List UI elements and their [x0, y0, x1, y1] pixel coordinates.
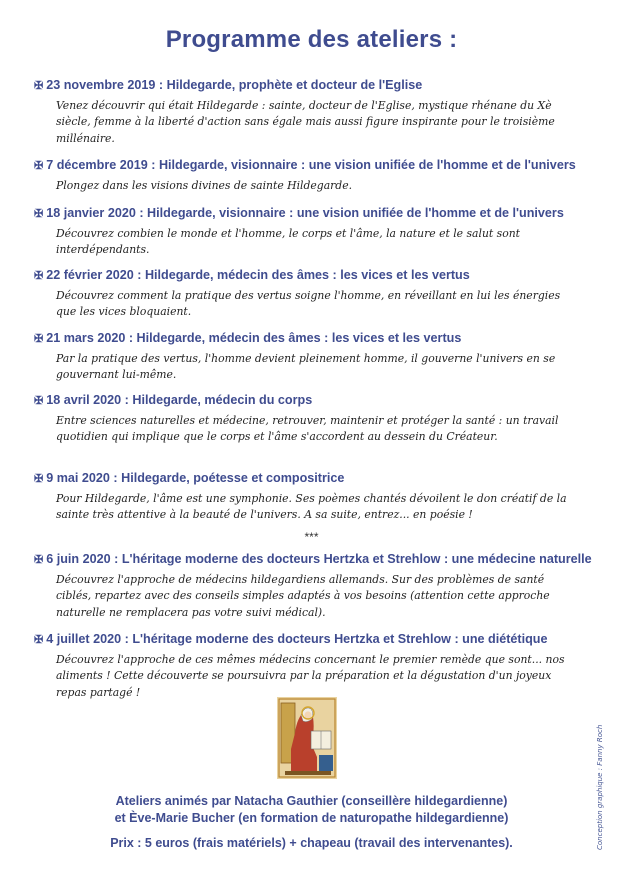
design-credit: Conception graphique : Fanny Roch — [596, 724, 604, 850]
workshop-date: 22 février 2020 : — [46, 268, 142, 282]
workshop-date: 18 avril 2020 : — [46, 393, 129, 407]
workshop-date: 6 juin 2020 : — [46, 552, 119, 566]
credits — [0, 793, 623, 827]
workshop-date: 7 décembre 2019 : — [46, 158, 156, 172]
workshop-topic: Hildegarde, visionnaire : une vision unifiée de l'homme et de l'univers — [158, 158, 576, 172]
workshop-description: Venez découvrir qui était Hildegarde : sainte, docteur de l'Eglise, mystique rhénane du Xè siècle, femme à la liberté d'action sans égale mais aussi figure inspirante pour le troisième millénaire. — [56, 99, 555, 145]
workshop-topic: L'héritage moderne des docteurs Hertzka et Strehlow : une diététique — [132, 632, 548, 646]
workshop-heading — [34, 392, 594, 409]
maltese-cross-icon: ✠ — [34, 160, 44, 172]
credits-line-1: Ateliers animés par Natacha Gauthier (conseillère hildegardienne) — [115, 794, 508, 808]
maltese-cross-icon: ✠ — [34, 80, 44, 92]
workshop-description: Par la pratique des vertus, l'homme devient pleinement homme, il gouverne l'univers en se gouvernant lui-même. — [56, 352, 556, 382]
maltese-cross-icon: ✠ — [34, 554, 44, 566]
section-separator: *** — [304, 530, 319, 544]
workshop-description: Découvrez l'approche de médecins hildegardiens allemands. Sur des problèmes de santé ciblés, repartez avec des conseils simples adaptés à vos besoins (attention cette approche naturelle ne remplacera pas votre suivi médical). — [56, 573, 550, 619]
workshop-date: 18 janvier 2020 : — [46, 206, 144, 220]
workshop-heading — [34, 470, 594, 487]
maltese-cross-icon: ✠ — [34, 634, 44, 646]
workshop-heading — [34, 77, 594, 94]
workshop-item — [34, 551, 594, 621]
workshop-topic: Hildegarde, médecin du corps — [132, 393, 313, 407]
workshop-item — [34, 392, 594, 446]
workshop-item — [34, 267, 594, 321]
credits-line-2: et Ève-Marie Bucher (en formation de naturopathe hildegardienne) — [114, 811, 509, 825]
workshop-item — [34, 330, 594, 384]
lectern — [319, 755, 333, 771]
workshop-topic: L'héritage moderne des docteurs Hertzka et Strehlow : une médecine naturelle — [121, 552, 592, 566]
floor — [285, 771, 331, 775]
price-info: Prix : 5 euros (frais matériels) + chapeau (travail des intervenantes). — [110, 836, 513, 850]
workshop-topic: Hildegarde, poétesse et compositrice — [121, 471, 345, 485]
workshop-date: 21 mars 2020 : — [46, 331, 134, 345]
workshop-description: Plongez dans les visions divines de sainte Hildegarde. — [56, 179, 353, 192]
workshop-heading — [34, 205, 594, 222]
workshop-description: Pour Hildegarde, l'âme est une symphonie. Ses poèmes chantés dévoilent le don créatif de la sainte très attentive à la beauté de l'univers. A sa suite, entrez... en poésie ! — [56, 492, 567, 522]
workshop-item — [34, 77, 594, 147]
workshop-item — [34, 470, 594, 524]
workshop-heading — [34, 330, 594, 347]
workshop-heading — [34, 267, 594, 284]
workshop-date: 23 novembre 2019 : — [46, 78, 164, 92]
workshop-heading — [34, 157, 594, 174]
workshop-topic: Hildegarde, visionnaire : une vision unifiée de l'homme et de l'univers — [147, 206, 564, 220]
face — [304, 711, 311, 718]
workshop-description: Entre sciences naturelles et médecine, retrouver, maintenir et protéger la santé : un travail quotidien qui implique que le corps et l'âme s'accordent au dessein du Créateur. — [56, 414, 559, 444]
workshop-heading — [34, 551, 594, 568]
maltese-cross-icon: ✠ — [34, 395, 44, 407]
maltese-cross-icon: ✠ — [34, 208, 44, 220]
maltese-cross-icon: ✠ — [34, 473, 44, 485]
page-title: Programme des ateliers : — [165, 26, 458, 53]
workshop-item — [34, 205, 594, 259]
workshop-date: 9 mai 2020 : — [46, 471, 118, 485]
workshop-item — [34, 631, 594, 701]
workshop-description: Découvrez l'approche de ces mêmes médecins concernant le premier remède que sont... nos aliments ! Cette découverte se poursuivra par la préparation et la dégustation d'un joyeux repas partagé ! — [56, 653, 565, 699]
maltese-cross-icon: ✠ — [34, 270, 44, 282]
workshop-description: Découvrez comment la pratique des vertus soigne l'homme, en réveillant en lui les énergies que les vices bloquaient. — [56, 289, 561, 319]
workshop-heading — [34, 631, 594, 648]
workshop-topic: Hildegarde, prophète et docteur de l'Eglise — [166, 78, 423, 92]
workshop-topic: Hildegarde, médecin des âmes : les vices et les vertus — [144, 268, 470, 282]
workshop-description: Découvrez combien le monde et l'homme, le corps et l'âme, la nature et le salut sont interdépendants. — [56, 227, 520, 257]
workshop-date: 4 juillet 2020 : — [46, 632, 129, 646]
workshop-item — [34, 157, 594, 194]
hildegard-illustration — [277, 697, 337, 779]
maltese-cross-icon: ✠ — [34, 333, 44, 345]
workshop-topic: Hildegarde, médecin des âmes : les vices et les vertus — [136, 331, 462, 345]
